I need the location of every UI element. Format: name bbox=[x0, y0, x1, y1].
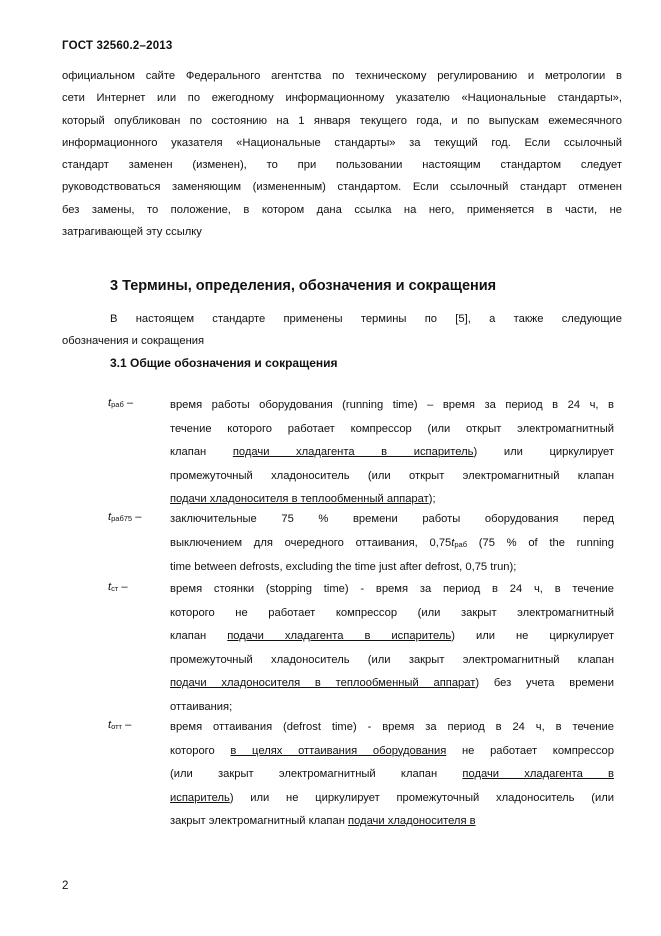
text-line: стандарт заменен (изменен), то при пользовании настоящим стандартом следует bbox=[62, 159, 622, 172]
subsection-title: 3.1 Общие обозначения и сокращения bbox=[110, 356, 338, 370]
text-line: обозначения и сокращения bbox=[62, 335, 205, 347]
term-definition bbox=[170, 578, 614, 720]
term-symbol: tотт – bbox=[108, 719, 132, 731]
definition-line: время стоянки (stopping time) - время за период в 24 ч, в течение bbox=[170, 583, 614, 595]
term-symbol: tст – bbox=[108, 581, 128, 593]
term-definition bbox=[170, 716, 614, 834]
definition-line: time between defrosts, excluding the time just after defrost, 0,75 trun); bbox=[170, 561, 517, 574]
definition-line: клапан подачи хладагента в испаритель) или не циркулирует bbox=[170, 630, 614, 643]
definition-line: закрыт электромагнитный клапан подачи хладоносителя в bbox=[170, 815, 476, 828]
document-header: ГОСТ 32560.2–2013 bbox=[62, 40, 173, 52]
definition-line: промежуточный хладоноситель (или закрыт электромагнитный клапан bbox=[170, 653, 614, 666]
definition-line: (или закрыт электромагнитный клапан подачи хладагента в bbox=[170, 768, 614, 781]
text-line: руководствоваться заменяющим (измененным) стандартом. Если ссылочный стандарт отменен bbox=[62, 181, 622, 194]
definition-line: подачи хладоносителя в теплообменный аппарат); bbox=[170, 493, 436, 506]
term-symbol: tраб75 – bbox=[108, 511, 142, 523]
definition-line: которого в целях оттаивания оборудования не работает компрессор bbox=[170, 744, 614, 757]
definition-line: течение которого работает компрессор (или открыт электромагнитный bbox=[170, 422, 614, 435]
definition-line: испаритель) или не циркулирует промежуточный хладоноситель (или bbox=[170, 791, 614, 804]
definition-line: которого не работает компрессор (или закрыт электромагнитный bbox=[170, 606, 614, 619]
text-line: официальном сайте Федерального агентства по техническому регулированию и метрологии в bbox=[62, 70, 622, 82]
term-definition bbox=[170, 394, 614, 512]
definition-line: время работы оборудования (running time) – время за период в 24 ч, в bbox=[170, 399, 614, 411]
section-intro-paragraph bbox=[62, 308, 622, 352]
text-line: затрагивающей эту ссылку bbox=[62, 226, 202, 239]
definition-line: промежуточный хладоноситель (или открыт электромагнитный клапан bbox=[170, 469, 614, 482]
definition-line: оттаивания; bbox=[170, 700, 233, 713]
definition-line: заключительные 75 % времени работы оборудования перед bbox=[170, 513, 614, 525]
page-number: 2 bbox=[62, 880, 69, 892]
definition-line: время оттаивания (defrost time) - время за период в 24 ч, в течение bbox=[170, 721, 614, 733]
definition-line: клапан подачи хладагента в испаритель) или циркулирует bbox=[170, 446, 615, 459]
text-line: без замены, то положение, в котором дана ссылка на него, применяется в части, не bbox=[62, 203, 622, 216]
text-line: который опубликован по состоянию на 1 января текущего года, и по выпускам ежемесячного bbox=[62, 114, 622, 127]
text-line: В настоящем стандарте применены термины по [5], а также следующие bbox=[110, 313, 622, 325]
text-line: сети Интернет или по ежегодному информационному указателю «Национальные стандарты», bbox=[62, 92, 622, 105]
definition-line: выключением для очередного оттаивания, 0,75tраб (75 % of the running bbox=[170, 536, 614, 549]
term-symbol: tраб – bbox=[108, 397, 134, 409]
term-definition bbox=[170, 508, 614, 580]
intro-paragraph bbox=[62, 65, 622, 243]
definition-line: подачи хладоносителя в теплообменный аппарат) без учета времени bbox=[170, 677, 614, 690]
text-line: информационного указателя «Национальные стандарты» за текущий год. Если ссылочный bbox=[62, 136, 622, 149]
section-title: 3 Термины, определения, обозначения и сокращения bbox=[110, 278, 497, 294]
